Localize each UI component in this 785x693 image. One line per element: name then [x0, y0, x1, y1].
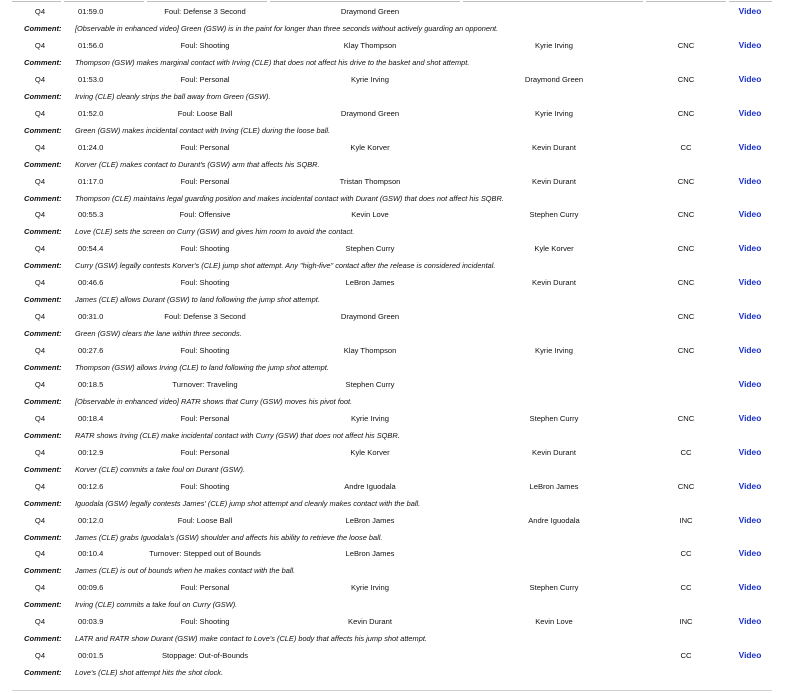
footer-rule: [12, 690, 772, 691]
committing-player-cell: Stephen Curry: [345, 379, 395, 389]
comment-label: Comment:: [24, 24, 62, 33]
call-type-cell: Foul: Shooting: [180, 481, 230, 491]
committing-player-cell: LeBron James: [345, 278, 395, 288]
review-decision-cell: CNC: [677, 210, 695, 220]
call-type-cell: Turnover: Stepped out of Bounds: [149, 549, 261, 559]
comment-text: Korver (CLE) commits a take foul on Durant (GSW).: [75, 464, 246, 474]
play-row: [0, 70, 785, 104]
comment-text: [Observable in enhanced video] Green (GSW) is in the paint for longer than three seconds without actively guarding an opponent.: [75, 24, 499, 33]
committing-player-cell: LeBron James: [345, 515, 395, 525]
call-type-cell: Foul: Shooting: [180, 346, 230, 355]
disadvantaged-player-cell: Andre Iguodala: [528, 515, 580, 525]
comment-label: Comment:: [24, 498, 62, 508]
call-type-cell: Foul: Personal: [180, 176, 230, 186]
video-link[interactable]: Video: [738, 650, 762, 661]
comment-label: Comment:: [24, 363, 62, 372]
comment-label: Comment:: [24, 634, 62, 644]
comment-text: Irving (CLE) commits a take foul on Curry (GSW).: [75, 600, 238, 610]
video-link[interactable]: Video: [738, 378, 762, 389]
period-cell: Q4: [34, 481, 46, 491]
play-row: [0, 341, 785, 375]
game-clock-cell: 00:46.6: [78, 278, 104, 288]
comment-text: RATR shows Irving (CLE) make incidental contact with Curry (GSW) that does not affect his SQBR.: [75, 430, 400, 440]
play-row: [0, 2, 785, 36]
video-link[interactable]: Video: [738, 175, 762, 186]
comment-text: Love (CLE) sets the screen on Curry (GSW) and gives him room to avoid the contact.: [75, 227, 355, 237]
play-row: [0, 172, 785, 206]
period-cell: Q4: [34, 40, 46, 50]
call-type-cell: Foul: Loose Ball: [177, 108, 233, 118]
video-link[interactable]: Video: [738, 209, 762, 220]
call-type-cell: Foul: Defense 3 Second: [164, 312, 246, 322]
comment-label: Comment:: [24, 600, 62, 610]
play-row: [0, 36, 785, 70]
period-cell: Q4: [34, 651, 46, 661]
call-type-cell: Foul: Defense 3 Second: [164, 7, 246, 16]
call-type-cell: Foul: Shooting: [180, 40, 230, 50]
comment-label: Comment:: [24, 566, 62, 576]
play-row: [0, 409, 785, 443]
game-clock-cell: 00:01.5: [78, 651, 104, 661]
game-clock-cell: 01:24.0: [78, 142, 104, 152]
period-cell: Q4: [34, 74, 46, 84]
game-clock-cell: 00:03.9: [78, 617, 104, 627]
video-link[interactable]: Video: [738, 277, 762, 288]
comment-text: Love's (CLE) shot attempt hits the shot clock.: [75, 668, 224, 678]
video-link[interactable]: Video: [738, 514, 762, 525]
comment-label: Comment:: [24, 261, 62, 271]
comment-label: Comment:: [24, 464, 62, 474]
committing-player-cell: Draymond Green: [340, 312, 400, 322]
disadvantaged-player-cell: LeBron James: [529, 481, 579, 491]
comment-label: Comment:: [24, 329, 62, 339]
game-clock-cell: 00:10.4: [78, 549, 104, 559]
play-row: [0, 273, 785, 307]
committing-player-cell: Tristan Thompson: [339, 176, 401, 186]
review-decision-cell: CC: [680, 447, 692, 457]
call-type-cell: Foul: Personal: [180, 142, 230, 152]
disadvantaged-player-cell: Kyle Korver: [534, 244, 574, 254]
comment-text: Korver (CLE) makes contact to Durant's (GSW) arm that affects his SQBR.: [75, 159, 320, 169]
period-cell: Q4: [34, 7, 46, 16]
game-clock-cell: 00:54.4: [78, 244, 104, 254]
play-row: [0, 511, 785, 545]
period-cell: Q4: [34, 142, 46, 152]
disadvantaged-player-cell: Kevin Durant: [532, 447, 576, 457]
comment-text: LATR and RATR show Durant (GSW) make contact to Love's (CLE) body that affects his jump shot attempt.: [75, 634, 427, 644]
disadvantaged-player-cell: Kyrie Irving: [535, 346, 573, 355]
review-decision-cell: CC: [680, 142, 692, 152]
period-cell: Q4: [34, 244, 46, 254]
disadvantaged-player-cell: Kevin Durant: [532, 278, 576, 288]
video-link[interactable]: Video: [738, 412, 762, 423]
play-row: [0, 578, 785, 612]
review-decision-cell: CNC: [677, 346, 695, 355]
disadvantaged-player-cell: Kevin Love: [535, 617, 573, 627]
game-clock-cell: 00:55.3: [78, 210, 104, 220]
disadvantaged-player-cell: Stephen Curry: [529, 210, 579, 220]
play-row: [0, 612, 785, 646]
video-link[interactable]: Video: [738, 6, 762, 16]
period-cell: Q4: [34, 210, 46, 220]
play-row: [0, 544, 785, 578]
call-type-cell: Foul: Personal: [180, 413, 230, 423]
committing-player-cell: Kevin Durant: [348, 617, 392, 627]
play-row: [0, 239, 785, 273]
period-cell: Q4: [34, 617, 46, 627]
game-clock-cell: 00:09.6: [78, 583, 104, 593]
comment-label: Comment:: [24, 227, 62, 237]
review-decision-cell: CNC: [677, 40, 695, 50]
comment-label: Comment:: [24, 57, 62, 67]
period-cell: Q4: [34, 549, 46, 559]
game-clock-cell: 00:12.0: [78, 515, 104, 525]
call-type-cell: Foul: Shooting: [180, 244, 230, 254]
game-clock-cell: 00:12.6: [78, 481, 104, 491]
video-link[interactable]: Video: [738, 107, 762, 118]
video-link[interactable]: Video: [738, 73, 762, 84]
play-row: [0, 477, 785, 511]
review-decision-cell: CC: [680, 549, 692, 559]
game-clock-cell: 00:12.9: [78, 447, 104, 457]
review-decision-cell: CNC: [677, 278, 695, 288]
disadvantaged-player-cell: Kevin Durant: [532, 142, 576, 152]
comment-text: James (CLE) grabs Iguodala's (GSW) shoulder and affects his ability to retrieve the loose ball.: [75, 532, 383, 542]
comment-text: James (CLE) allows Durant (GSW) to land following the jump shot attempt.: [75, 295, 320, 305]
comment-text: James (CLE) is out of bounds when he makes contact with the ball.: [75, 566, 296, 576]
game-clock-cell: 00:18.5: [78, 379, 104, 389]
comment-text: Iguodala (GSW) legally contests James' (CLE) jump shot attempt and cleanly makes contact with the ball.: [75, 498, 421, 508]
call-type-cell: Stoppage: Out-of-Bounds: [161, 651, 249, 661]
committing-player-cell: Kyrie Irving: [351, 74, 389, 84]
comment-label: Comment:: [24, 532, 62, 542]
comment-label: Comment:: [24, 91, 62, 101]
video-link[interactable]: Video: [738, 311, 762, 322]
committing-player-cell: LeBron James: [345, 549, 395, 559]
committing-player-cell: Stephen Curry: [345, 244, 395, 254]
play-row: [0, 375, 785, 409]
review-decision-cell: CNC: [677, 244, 695, 254]
video-link[interactable]: Video: [738, 345, 762, 355]
call-type-cell: Foul: Loose Ball: [177, 515, 233, 525]
committing-player-cell: Draymond Green: [340, 108, 400, 118]
game-clock-cell: 01:59.0: [78, 7, 104, 16]
review-decision-cell: CC: [680, 651, 692, 661]
game-clock-cell: 00:18.4: [78, 413, 104, 423]
period-cell: Q4: [34, 379, 46, 389]
call-type-cell: Turnover: Traveling: [172, 379, 238, 389]
disadvantaged-player-cell: Kyrie Irving: [535, 108, 573, 118]
play-row: [0, 443, 785, 477]
comment-label: Comment:: [24, 193, 62, 203]
committing-player-cell: Kyle Korver: [350, 142, 390, 152]
comment-text: Curry (GSW) legally contests Korver's (CLE) jump shot attempt. Any "high-five" contact after the release is considered incidental.: [75, 261, 496, 271]
play-row: [0, 138, 785, 172]
comment-label: Comment:: [24, 668, 62, 678]
period-cell: Q4: [34, 583, 46, 593]
game-clock-cell: 01:53.0: [78, 74, 104, 84]
comment-text: Thompson (GSW) allows Irving (CLE) to land following the jump shot attempt.: [75, 363, 329, 372]
call-type-cell: Foul: Personal: [180, 583, 230, 593]
game-clock-cell: 01:17.0: [78, 176, 104, 186]
call-type-cell: Foul: Shooting: [180, 617, 230, 627]
committing-player-cell: Andre Iguodala: [344, 481, 396, 491]
comment-text: Green (GSW) clears the lane within three seconds.: [75, 329, 242, 339]
committing-player-cell: Klay Thompson: [343, 346, 397, 355]
review-decision-cell: CNC: [677, 413, 695, 423]
disadvantaged-player-cell: Kyrie Irving: [535, 40, 573, 50]
review-decision-cell: CNC: [677, 176, 695, 186]
play-row: [0, 646, 785, 680]
video-link[interactable]: Video: [738, 616, 762, 627]
period-cell: Q4: [34, 515, 46, 525]
period-cell: Q4: [34, 413, 46, 423]
period-cell: Q4: [34, 278, 46, 288]
committing-player-cell: Klay Thompson: [343, 40, 397, 50]
call-type-cell: Foul: Personal: [180, 74, 230, 84]
review-decision-cell: INC: [679, 515, 693, 525]
comment-label: Comment:: [24, 125, 62, 135]
committing-player-cell: Draymond Green: [340, 7, 400, 16]
committing-player-cell: Kyrie Irving: [351, 413, 389, 423]
play-row: [0, 307, 785, 341]
disadvantaged-player-cell: Stephen Curry: [529, 583, 579, 593]
disadvantaged-player-cell: Draymond Green: [524, 74, 584, 84]
review-decision-cell: CNC: [677, 312, 695, 322]
game-clock-cell: 01:52.0: [78, 108, 104, 118]
comment-label: Comment:: [24, 430, 62, 440]
play-row: [0, 205, 785, 239]
period-cell: Q4: [34, 346, 46, 355]
committing-player-cell: Kyrie Irving: [351, 583, 389, 593]
video-link[interactable]: Video: [738, 446, 762, 457]
review-decision-cell: CNC: [677, 481, 695, 491]
call-type-cell: Foul: Shooting: [180, 278, 230, 288]
game-clock-cell: 00:31.0: [78, 312, 104, 322]
call-type-cell: Foul: Personal: [180, 447, 230, 457]
period-cell: Q4: [34, 176, 46, 186]
disadvantaged-player-cell: Kevin Durant: [532, 176, 576, 186]
game-clock-cell: 01:56.0: [78, 40, 104, 50]
comment-text: Green (GSW) makes incidental contact with Irving (CLE) during the loose ball.: [75, 125, 331, 135]
video-link[interactable]: Video: [738, 39, 762, 50]
committing-player-cell: Kyle Korver: [350, 447, 390, 457]
play-row: [0, 104, 785, 138]
comment-text: Irving (CLE) cleanly strips the ball away from Green (GSW).: [75, 91, 271, 101]
review-decision-cell: CC: [680, 583, 692, 593]
period-cell: Q4: [34, 447, 46, 457]
comment-label: Comment:: [24, 295, 62, 305]
review-decision-cell: CNC: [677, 108, 695, 118]
video-link[interactable]: Video: [738, 141, 762, 152]
video-link[interactable]: Video: [738, 243, 762, 254]
comment-label: Comment:: [24, 159, 62, 169]
review-decision-cell: CNC: [677, 74, 695, 84]
period-cell: Q4: [34, 312, 46, 322]
video-link[interactable]: Video: [738, 548, 762, 559]
disadvantaged-player-cell: Stephen Curry: [529, 413, 579, 423]
comment-text: [Observable in enhanced video] RATR shows that Curry (GSW) moves his pivot foot.: [75, 396, 353, 406]
comment-label: Comment:: [24, 396, 62, 406]
video-link[interactable]: Video: [738, 582, 762, 593]
video-link[interactable]: Video: [738, 480, 762, 491]
review-decision-cell: INC: [679, 617, 693, 627]
committing-player-cell: Kevin Love: [351, 210, 389, 220]
period-cell: Q4: [34, 108, 46, 118]
comment-text: Thompson (CLE) maintains legal guarding position and makes incidental contact with Durant (GSW) that does not affect his SQBR.: [75, 193, 504, 203]
call-type-cell: Foul: Offensive: [179, 210, 231, 220]
game-clock-cell: 00:27.6: [78, 346, 104, 355]
comment-text: Thompson (GSW) makes marginal contact with Irving (CLE) that does not affect his drive to the basket and shot attempt.: [75, 57, 470, 67]
